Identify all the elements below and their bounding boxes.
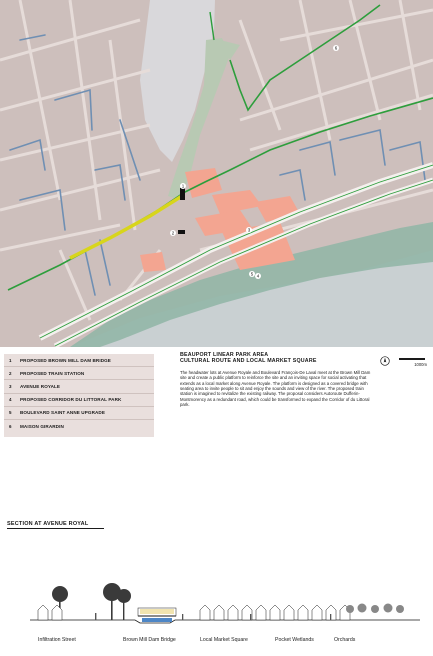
legend-item bbox=[4, 394, 154, 407]
map-station bbox=[178, 230, 185, 234]
legend-item-number: 6 bbox=[9, 424, 12, 430]
section-label-pocket-wetlands: Pocket Wetlands bbox=[275, 637, 314, 643]
project-description bbox=[180, 352, 372, 408]
scale-bar-line bbox=[399, 358, 425, 360]
legend-item bbox=[4, 354, 154, 367]
section-label-brown-mill-dam-bridge: Brown Mill Dam Bridge bbox=[123, 637, 176, 643]
section-bridge bbox=[138, 608, 176, 616]
house-icon bbox=[312, 605, 322, 620]
legend-item-number: 3 bbox=[9, 383, 12, 389]
description-title-line-1: BEAUPORT LINEAR PARK AREA bbox=[180, 352, 269, 358]
section-drawing bbox=[0, 572, 433, 636]
scale-label: 1000m bbox=[414, 362, 427, 367]
legend-item bbox=[4, 380, 154, 393]
section-ground bbox=[30, 620, 420, 623]
legend-item-label: PROPOSED BROWN MILL DAM BRIDGE bbox=[20, 357, 111, 363]
description-title bbox=[180, 352, 372, 365]
legend-item-number: 2 bbox=[9, 370, 12, 376]
legend-item-label: AVENUE ROYALE bbox=[20, 383, 61, 389]
legend-item-label: BOULEVARD SAINT ANNE UPGRADE bbox=[20, 410, 105, 416]
legend-item-number: 5 bbox=[9, 410, 12, 416]
section-label-orchards: Orchards bbox=[334, 637, 356, 643]
house-icon bbox=[200, 605, 210, 620]
legend-item-label: PROPOSED TRAIN STATION bbox=[20, 370, 85, 376]
house-icon bbox=[256, 605, 266, 620]
north-arrow-icon bbox=[380, 356, 390, 366]
legend-item bbox=[4, 420, 154, 433]
legend-item-number: 4 bbox=[9, 397, 12, 403]
section-figures bbox=[95, 613, 331, 620]
legend-item-label: PROPOSED CORRIDOR DU LITTORAL PARK bbox=[20, 397, 122, 403]
map-marker-label: 3 bbox=[247, 227, 251, 233]
section-orchard-trees bbox=[346, 604, 404, 614]
map-marker-label: 4 bbox=[256, 273, 260, 279]
section-title-underline bbox=[7, 528, 104, 529]
section-houses bbox=[38, 605, 350, 620]
map-marker-label: 2 bbox=[171, 230, 175, 236]
legend-item bbox=[4, 367, 154, 380]
legend-item bbox=[4, 407, 154, 420]
tree-icon bbox=[52, 583, 131, 620]
house-icon bbox=[298, 605, 308, 620]
house-icon bbox=[284, 605, 294, 620]
house-icon bbox=[38, 605, 48, 620]
scale-bar bbox=[399, 358, 427, 367]
map-marker-label: 6 bbox=[334, 45, 338, 51]
map-marker-label: 5 bbox=[250, 271, 254, 277]
description-title-line-2: CULTURAL ROUTE AND LOCAL MARKET SQUARE bbox=[180, 358, 317, 365]
house-icon bbox=[214, 605, 224, 620]
legend bbox=[4, 354, 154, 437]
section-water bbox=[142, 618, 172, 622]
section-label-local-market-square: Local Market Square bbox=[200, 637, 248, 643]
map-bridge bbox=[180, 188, 185, 200]
section-title: SECTION AT AVENUE ROYAL bbox=[7, 521, 89, 527]
description-body: The headwater lots at Avenue Royale and Boulevard François-De Laval meet at the Brown Mill Dam site and create a public platform to reinforce the site and an inviting space for social activating that extends as a local market along Avenue Royale. The platform is designed as a covered bridge with seating area to invite people to sit and enjoy the sounds and view of the river. The proposed train station is imagined to revitalize the existing railway. The proposal considers Autoroute Dufferin-Montmorency as a redundant road, which could be transformed to expand the Corridor of du Littoral park. bbox=[180, 369, 371, 408]
legend-item-number: 1 bbox=[9, 357, 12, 363]
house-icon bbox=[270, 605, 280, 620]
section-label-infiltration-street: Infiltration Street bbox=[38, 637, 76, 643]
legend-item-label: MAISON GIRARDIN bbox=[20, 424, 64, 430]
map-marker-label: 1 bbox=[181, 183, 185, 189]
house-icon bbox=[228, 605, 238, 620]
